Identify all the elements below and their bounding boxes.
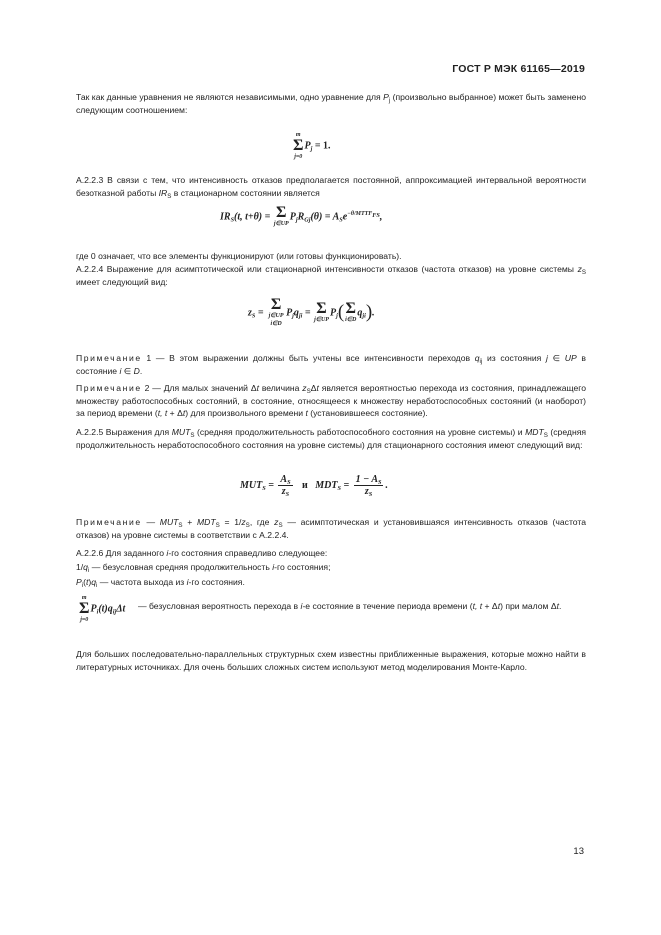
text-run: ( <box>83 577 86 587</box>
text-run: 1 — В этом выражении должны быть учтены все интенсивности переходов <box>141 353 475 363</box>
text-run: 1/ <box>76 562 84 572</box>
text-run: + Δ <box>482 601 498 611</box>
text-run: D <box>133 365 140 376</box>
text-run: — асимптотическая и установившаяся интенсивность отказов (частота отказов) на уровне системы в соответствии с А.2.2.4. <box>76 517 586 540</box>
text-run: i <box>166 548 169 558</box>
text-run: z <box>241 517 246 527</box>
text-run: . <box>558 601 562 611</box>
text-run: t <box>85 577 89 587</box>
document-code: ГОСТ Р МЭК 61165—2019 <box>452 63 585 75</box>
text-run: Для больших последовательно-параллельных структурных схем известны приближенные выражения, которые можно найти в литературных источниках. Для очень больших сложных систем используют метод моделирования Монте-Карло. <box>76 649 586 672</box>
text-run: Δ <box>310 383 317 393</box>
text-run: (установившееся состояние). <box>307 408 428 419</box>
text-run: 2 — Для малых значений Δ <box>141 383 257 393</box>
text-run: ∈ <box>121 365 134 376</box>
text-run: t <box>316 383 319 393</box>
text-run: — безусловная вероятность перехода в <box>138 601 301 611</box>
text-run: имеет следующий вид: <box>76 276 168 287</box>
page-number: 13 <box>573 846 584 857</box>
formula-mut-mdt: $MUT_S$ = $\frac{A_S}{z_S}$ и $MDT_S$ = $\frac{1 - A_S}{z_S}$ . <box>240 474 388 498</box>
text-run: -го состояния справедливо следующее: <box>168 548 328 558</box>
text-run: величина <box>258 383 303 393</box>
text-run: . <box>139 365 143 376</box>
text-run: (средняя продолжительность работоспособного состояния на уровне системы) и <box>194 427 526 437</box>
text-run: -е состояние в течение периода времени ( <box>302 601 473 611</box>
paragraph-a224 <box>76 263 586 288</box>
text-run: j <box>388 97 391 104</box>
text-run: — частота выхода из <box>97 577 187 587</box>
text-run: P <box>76 577 82 587</box>
text-run: А.2.2.3 В связи с тем, что интенсивность отказов предполагается постоянной, аппроксимацией интервальной вероятности безотказной работы <box>76 175 586 198</box>
text-run: S <box>178 522 183 529</box>
text-run: z <box>577 264 582 274</box>
text-run: Примечание <box>76 517 142 527</box>
text-run: t <box>256 383 259 393</box>
text-run: ) для произвольного времени <box>185 408 306 419</box>
text-run: где 0 означает, что все элементы функционируют (или готовы функционировать). <box>76 251 402 261</box>
text-run: А.2.2.5 Выражения для <box>76 427 172 437</box>
text-run: i <box>81 582 84 589</box>
text-run: в состояние <box>76 353 587 376</box>
text-run: ∈ <box>547 353 565 363</box>
paragraph-a223 <box>76 174 586 199</box>
text-run: S <box>278 522 283 529</box>
text-run: , где <box>249 517 275 527</box>
text-run: t <box>497 601 501 611</box>
text-run: i <box>87 567 90 574</box>
formula-zs: $z_S$ = Σ j∈UP i∈D $P_jq_{ji}$ = Σ j∈UP $P_j$( Σ i∈D $q_{ji}$). <box>248 296 375 327</box>
text-run: MDT <box>525 427 544 437</box>
paragraph-a226 <box>76 547 586 560</box>
text-run: t, t <box>472 601 483 611</box>
text-run: t, t <box>157 408 168 419</box>
text-run: = 1/ <box>219 517 242 527</box>
text-run: t <box>556 601 559 611</box>
formula-irs: $IR_S(t$, t+θ) = Σ j∈UP $P_jR_{Gj}(\theta) = A_Se^{-\theta/MTTF_{FS}}$, <box>220 204 383 227</box>
text-run: i <box>119 365 122 376</box>
formula-transition-prob: m Σ j=0 $P_i(t)q_{ij}\Delta t$ <box>79 595 126 623</box>
text-run: i <box>186 577 189 587</box>
text-run: ij <box>479 358 483 365</box>
text-run: z <box>274 517 279 527</box>
text-run: — безусловная средняя продолжительность <box>89 562 273 572</box>
text-run: t <box>305 408 308 419</box>
text-run: P <box>383 92 389 102</box>
text-run: UP <box>564 353 577 363</box>
note-2 <box>76 382 586 420</box>
text-run: q <box>474 353 480 363</box>
text-run: в стационарном состоянии является <box>171 187 320 198</box>
text-run: является вероятностью перехода из состояния, принадлежащего множеству работоспособных состояний, в состояние, относящееся к множеству неработоспособных состояний (и наоборот) за период времени ( <box>76 383 587 419</box>
text-run: Примечание <box>76 353 142 363</box>
paragraph-1 <box>76 91 586 116</box>
item-2-piqi <box>76 576 586 589</box>
note-3 <box>76 516 586 541</box>
text-run: MDT <box>197 517 216 527</box>
text-run: S <box>190 432 195 439</box>
text-run: S <box>245 522 250 529</box>
text-run: + <box>182 517 197 527</box>
paragraph-where-0 <box>76 250 586 263</box>
text-run: (средняя продолжительность неработоспособного состояния на уровне системы) для стационарного состояния имеют следующий вид: <box>76 427 586 450</box>
text-run: i <box>96 582 98 589</box>
text-run: — <box>141 517 160 527</box>
text-run: S <box>167 192 172 200</box>
text-run: А.2.2.4 Выражение для асимптотической или стационарной интенсивности отказов (частота отказов) на уровне системы <box>76 264 578 274</box>
item-1-qi <box>76 561 586 574</box>
text-run: z <box>302 383 307 393</box>
text-run: q <box>83 562 88 572</box>
note-1 <box>76 352 586 377</box>
text-run: i <box>300 601 303 611</box>
text-run: S <box>306 388 311 395</box>
paragraph-closing <box>76 648 586 673</box>
text-run: MUT <box>159 517 179 527</box>
text-run: А.2.2.6 Для заданного <box>76 548 167 558</box>
text-run: Примечание <box>76 383 142 393</box>
paragraph-a225 <box>76 426 586 451</box>
text-run: S <box>543 432 548 439</box>
text-run: ) <box>88 577 92 587</box>
text-run: j <box>546 353 548 363</box>
text-run: t <box>182 408 186 419</box>
text-run: ) при малом Δ <box>500 601 557 611</box>
text-run: IR <box>158 187 168 198</box>
text-run: -го состояния. <box>188 577 245 587</box>
text-run: Так как данные уравнения не являются независимыми, одно уравнение для <box>76 92 384 102</box>
text-run: S <box>581 269 586 276</box>
text-run: S <box>215 522 220 529</box>
formula-sum-pj: m Σ j=0 $P_j = 1$. <box>293 132 331 160</box>
text-run: i <box>272 562 275 572</box>
text-run: (произвольно выбранное) может быть заменено следующим соотношением: <box>76 92 586 115</box>
text-run: -го состояния; <box>274 562 331 572</box>
text-run: + Δ <box>167 408 183 419</box>
text-run: q <box>91 577 97 587</box>
text-run: из состояния <box>482 353 547 363</box>
text-run: MUT <box>171 427 191 437</box>
item-3-transition <box>138 600 586 613</box>
